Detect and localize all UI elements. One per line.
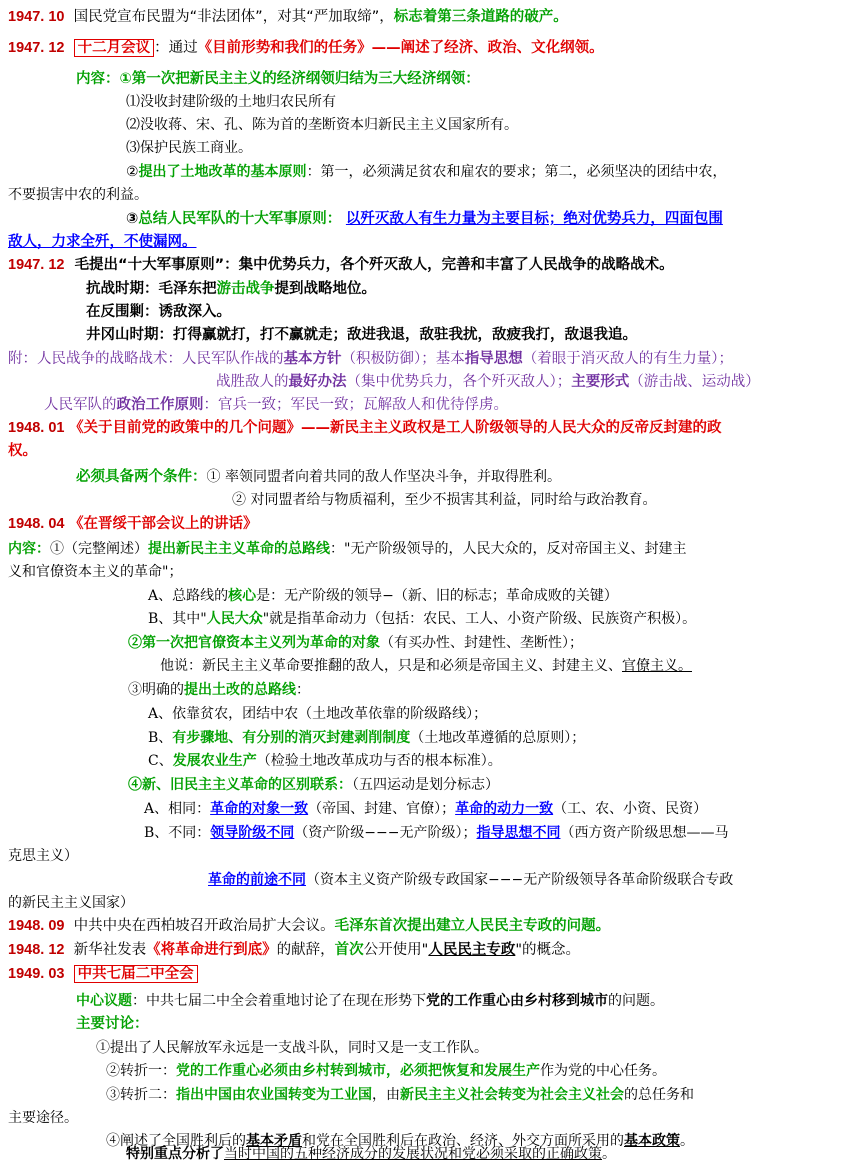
text: ④阐述了全国胜利后的 (106, 1133, 246, 1149)
text: ，由 (372, 1087, 400, 1103)
text: （帝国、封建、官僚）； (308, 801, 456, 817)
text: 人民军队的 (44, 397, 117, 413)
text: ："无产阶级领导的，人民大众的，反对帝国主义、封建主 (330, 541, 687, 557)
date-label: 1948. 09 (8, 918, 65, 934)
date-label: 1947. 12 (8, 257, 65, 273)
text: ② (126, 164, 139, 180)
text: B、 (148, 730, 173, 746)
highlight: 首次 (334, 942, 364, 958)
continuation-text: 的新民主主义国家） (8, 895, 134, 911)
text: 中共中央在西柏坡召开政治局扩大会议。 (73, 918, 335, 934)
highlight: 主要形式 (571, 374, 630, 390)
highlight: 中心议题 (76, 993, 132, 1009)
highlight: 游击战争 (216, 281, 275, 297)
text: （西方资产阶级思想——马 (560, 825, 729, 841)
highlight: 提出了土地改革的基本原则 (138, 164, 307, 180)
text: ①（完整阐述） (50, 541, 148, 557)
text: A、总路线的 (148, 588, 229, 604)
highlight: 标志着第三条道路的破产。 (393, 9, 568, 25)
text: 战胜敌人的 (216, 374, 289, 390)
highlight: 必须具备两个条件： (76, 469, 207, 485)
text: （游击战、运动战） (629, 374, 760, 390)
continuation-text: 主要途径。 (8, 1110, 78, 1126)
bureaucratic-capital (128, 632, 583, 654)
list-item: ⑵没收蒋、宋、孔、陈为首的垄断资本归新民主主义国家所有。 (126, 117, 518, 133)
underlined-text: 以歼灭敌人有生力量为主要目标；绝对优势兵力，四面包围 (345, 211, 723, 227)
list-item: ⑶保护民族工商业。 (126, 140, 252, 156)
text: "的概念。 (515, 942, 581, 958)
underlined-text: 人民民主专政 (428, 942, 516, 958)
underlined-text: 革命的动力一致 (455, 801, 554, 817)
underlined-text: 革命的对象一致 (210, 801, 309, 817)
anti-encirclement: 在反围剿：诱敌深入。 (86, 304, 231, 320)
highlight: 党的工作重心必须由乡村转到城市，必须把恢复和发展生产 (176, 1063, 540, 1079)
highlight: 提出新民主主义革命的总路线 (148, 541, 330, 557)
differences (144, 822, 729, 844)
text: 作为党的中心任务。 (540, 1063, 666, 1079)
he-said (160, 655, 692, 677)
text: 新华社发表 (73, 942, 147, 958)
text: "就是指革命动力（包括：农民、工人、小资产阶级、民族资产积极）。 (262, 611, 697, 627)
future-diff (208, 869, 733, 891)
appendix-strategy-2 (216, 371, 760, 393)
text: 的献辞， (276, 942, 335, 958)
underlined-text: 官僚主义。 (622, 658, 692, 674)
entry-1947-12-meeting (8, 37, 604, 59)
text: C、 (148, 753, 173, 769)
military-principles (126, 208, 723, 230)
text: 抗战时期：毛泽东把 (86, 281, 217, 297)
highlight: ④新、旧民主主义革命的区别联系： (128, 777, 352, 793)
document-title: 《目前形势和我们的任务》——阐述了经济、政治、文化纲领。 (197, 40, 604, 56)
text: ：中共七届二中全会着重地讨论了在现在形势下 (132, 993, 426, 1009)
text: 提到战略地位。 (274, 281, 376, 297)
entry-1949-03 (8, 963, 198, 985)
text: ： (296, 682, 310, 698)
date-label: 1948. 04 (8, 516, 65, 532)
underlined-text: 基本政策 (624, 1133, 680, 1149)
underlined-text: 当时中国的五种经济成分的发展状况和党必须采取的正确政策 (224, 1146, 602, 1162)
document-title: 《在晋绥干部会议上的讲话》 (69, 516, 258, 532)
text: 内容：①第一次把新民主主义的经济纲领归结为三大经济纲领： (76, 71, 480, 87)
list-item (148, 750, 502, 772)
highlight: 党的工作重心由乡村移到城市 (426, 993, 608, 1009)
highlight: 最好办法 (288, 374, 347, 390)
text: ① 率领同盟者向着共同的敌人作坚决斗争，并取得胜利。 (206, 469, 561, 485)
highlight: 核心 (228, 588, 257, 604)
text: （资本主义资产阶级专政国家−−−无产阶级领导各革命阶级联合专政 (306, 872, 734, 888)
text: 毛提出“十大军事原则”：集中优势兵力，各个歼灭敌人，完善和丰富了人民战争的战略战术。 (74, 257, 674, 273)
text: （着眼于消灭敌人的有生力量）； (522, 351, 733, 367)
meeting-name: 中共七届二中全会 (74, 965, 198, 983)
text: （土地改革遵循的总原则）； (410, 730, 586, 746)
underlined-text: 领导阶级不同 (210, 825, 295, 841)
text: ③转折二： (106, 1087, 176, 1103)
list-item: A、依靠贫农，团结中农（土地改革依靠的阶级路线）； (148, 706, 488, 722)
highlight: 发展农业生产 (172, 753, 257, 769)
text: （检验土地改革成功与否的根本标准）。 (256, 753, 502, 769)
underlined-text: 革命的前途不同 (208, 872, 306, 888)
content-heading (76, 68, 480, 90)
anti-japanese-period (86, 278, 376, 300)
text: 公开使用" (363, 942, 429, 958)
text: 。 (602, 1146, 616, 1162)
text: （集中优势兵力，各个歼灭敌人）； (346, 374, 572, 390)
underlined-text: 指导思想不同 (476, 825, 561, 841)
discussion-item (106, 1084, 694, 1106)
entry-1947-10 (8, 6, 568, 28)
two-conditions (76, 466, 561, 488)
highlight: 提出土改的总路线 (184, 682, 296, 698)
general-line (8, 538, 686, 560)
highlight: 新民主主义社会转变为社会主义社会 (400, 1087, 624, 1103)
highlight: 毛泽东首次提出建立人民民主专政的问题。 (334, 918, 611, 934)
highlight: 总结人民军队的十大军事原则： (138, 211, 342, 227)
list-item (148, 727, 585, 749)
continuation-text: 权。 (8, 443, 37, 459)
text: （工、农、小资、民资） (553, 801, 708, 817)
land-reform-line (128, 679, 310, 701)
date-label: 1948. 01 (8, 420, 65, 436)
text: ②转折一： (106, 1063, 176, 1079)
highlight: 特别重点分析了 (126, 1146, 224, 1162)
entry-1947-12-mao (8, 254, 674, 276)
highlight: 指导思想 (464, 351, 523, 367)
date-label: 1947. 12 (8, 40, 65, 56)
highlight: 人民大众 (206, 611, 263, 627)
text: 是：无产阶级的领导−（新、旧的标志；革命成败的关键） (256, 588, 618, 604)
entry-1948-12 (8, 939, 580, 961)
appendix-strategy (8, 348, 733, 370)
text: A、相同： (144, 801, 211, 817)
text: 国民党宣布民盟为“非法团体”，对其“严加取缔”， (73, 9, 394, 25)
text: ：第一，必须满足贫农和雇农的要求；第二，必须坚决的团结中农， (306, 164, 727, 180)
entry-1948-09 (8, 915, 610, 937)
people-item (148, 608, 696, 630)
central-topic (76, 990, 664, 1012)
discussion-item (106, 1060, 666, 1082)
text: ：官兵一致；军民一致；瓦解敌人和优待俘虏。 (203, 397, 508, 413)
continuation-text: 不要损害中农的利益。 (8, 187, 148, 203)
text: （积极防御）；基本 (341, 351, 465, 367)
text: B、其中" (148, 611, 207, 627)
highlight: ②第一次把官僚资本主义列为革命的对象 (128, 635, 380, 651)
highlight: 基本方针 (283, 351, 342, 367)
meeting-name: 十二月会议 (74, 39, 155, 57)
discussion-item: ①提出了人民解放军永远是一支战斗队，同时又是一支工作队。 (96, 1040, 488, 1056)
text: 附：人民战争的战略战术：人民军队作战的 (8, 351, 284, 367)
text: ③明确的 (128, 682, 184, 698)
text: （有买办性、封建性、垄断性）； (380, 635, 583, 651)
continuation-text: 敌人，力求全歼，不使漏网。 (8, 234, 197, 250)
key-analysis (126, 1143, 616, 1165)
similarities (144, 798, 707, 820)
highlight: 内容： (8, 541, 50, 557)
core-item (148, 585, 618, 607)
highlight: 指出中国由农业国转变为工业国 (176, 1087, 372, 1103)
text: 的总任务和 (624, 1087, 694, 1103)
date-label: 1947. 10 (8, 9, 65, 25)
main-discussion-heading: 主要讨论： (76, 1016, 149, 1032)
text: B、不同： (144, 825, 211, 841)
text: 的问题。 (608, 993, 664, 1009)
list-item: ⑴没收封建阶级的土地归农民所有 (126, 94, 336, 110)
text: ：通过 (154, 40, 198, 56)
text: （资产阶级−−−无产阶级）； (294, 825, 477, 841)
text: 和党在全国胜利后在政治、经济、外交方面所采用的 (302, 1133, 624, 1149)
entry-1948-01 (8, 417, 722, 439)
text: ③ (126, 211, 139, 227)
highlight: 政治工作原则 (116, 397, 204, 413)
highlight: 有步骤地、有分别的消灭封建剥削制度 (172, 730, 411, 746)
document-title: 《将革命进行到底》 (146, 942, 277, 958)
text: 。 (680, 1133, 694, 1149)
text: 他说：新民主主义革命要推翻的敌人，只是和必须是帝国主义、封建主义、 (160, 658, 622, 674)
date-label: 1948. 12 (8, 942, 65, 958)
old-new-democracy (128, 774, 499, 796)
entry-1948-04 (8, 513, 258, 535)
document-title: 《关于目前党的政策中的几个问题》——新民主主义政权是工人阶级领导的人民大众的反帝反封建的政 (69, 420, 722, 436)
jinggangshan-period: 井冈山时期：打得赢就打，打不赢就走；敌进我退，敌驻我扰，敌疲我打，敌退我追。 (86, 327, 637, 343)
continuation-text: 克思主义） (8, 848, 78, 864)
continuation-text: 义和官僚资本主义的革命"； (8, 564, 183, 580)
text: （五四运动是划分标志） (352, 777, 499, 793)
underlined-text: 基本矛盾 (246, 1133, 302, 1149)
date-label: 1949. 03 (8, 966, 65, 982)
appendix-strategy-3 (44, 394, 508, 416)
land-reform-principle (126, 161, 727, 183)
list-item: ② 对同盟者给与物质福利，至少不损害其利益，同时给与政治教育。 (232, 492, 657, 508)
